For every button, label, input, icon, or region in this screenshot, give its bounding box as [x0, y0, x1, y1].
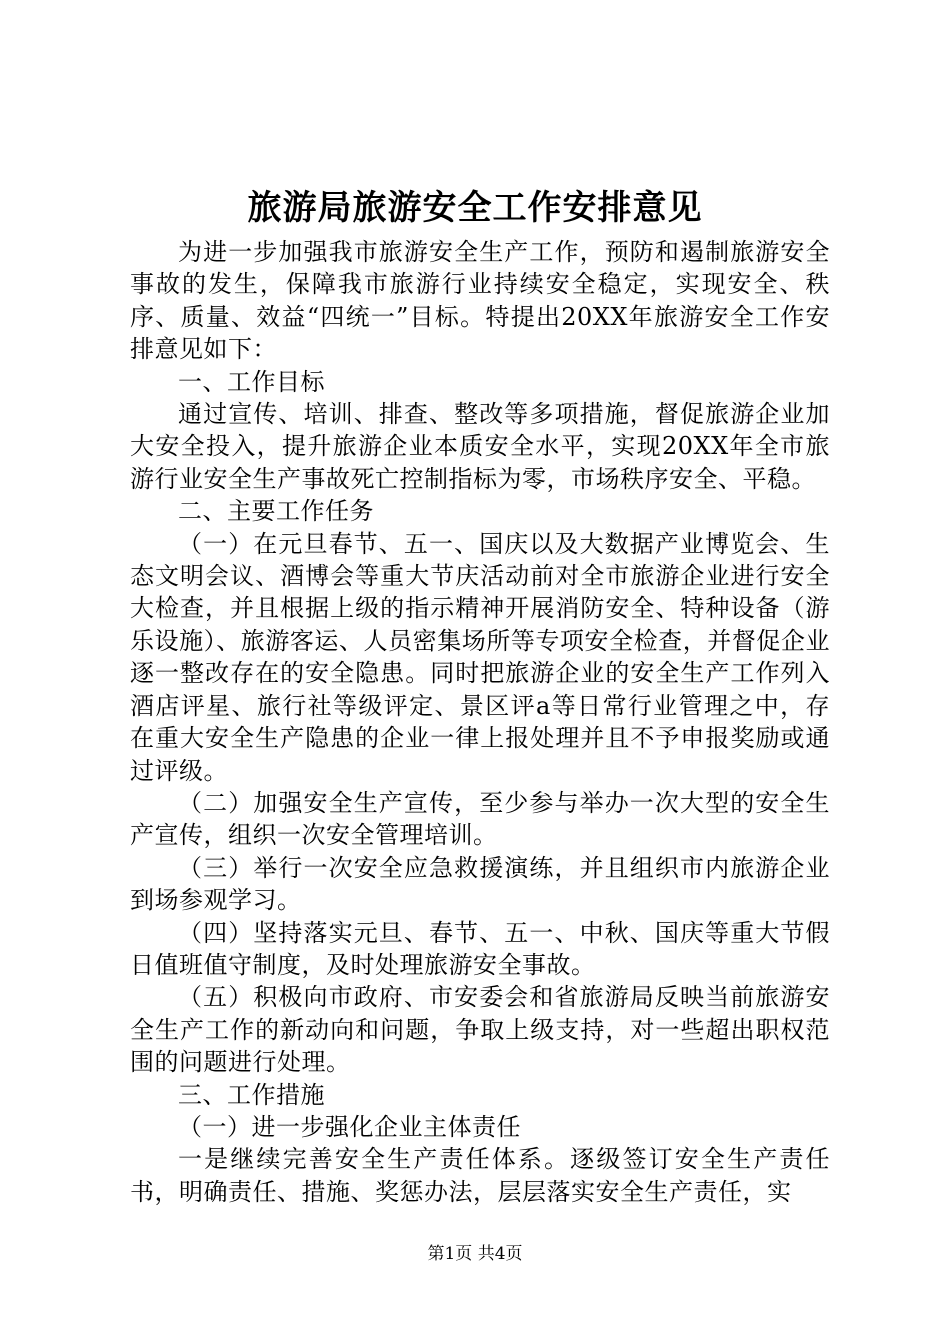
- paragraph-goals: 通过宣传、培训、排查、整改等多项措施，督促旅游企业加大安全投入，提升旅游企业本质安全水平，实现20XX年全市旅游行业安全生产事故死亡控制指标为零，市场秩序安全、平稳。: [130, 400, 830, 493]
- paragraph-task-5: （五）积极向市政府、市安委会和省旅游局反映当前旅游安全生产工作的新动向和问题，争取上级支持，对一些超出职权范围的问题进行处理。: [130, 983, 830, 1077]
- paragraph-measure-1: 一是继续完善安全生产责任体系。逐级签订安全生产责任书，明确责任、措施、奖惩办法，层层落实安全生产责任，实: [130, 1145, 830, 1206]
- paragraph-task-1: （一）在元旦春节、五一、国庆以及大数据产业博览会、生态文明会议、酒博会等重大节庆活动前对全市旅游企业进行安全大检查，并且根据上级的指示精神开展消防安全、特种设备（游乐设施）、旅游客运、人员密集场所等专项安全检查，并督促企业逐一整改存在的安全隐患。同时把旅游企业的安全生产工作列入酒店评星、旅行社等级评定、景区评a等日常行业管理之中，存在重大安全生产隐患的企业一律上报处理并且不予申报奖励或通过评级。: [130, 529, 830, 785]
- paragraph-task-3: （三）举行一次安全应急救援演练，并且组织市内旅游企业到场参观学习。: [130, 853, 830, 915]
- document-title: 旅游局旅游安全工作安排意见: [247, 188, 703, 228]
- section-heading-measures: 三、工作措施: [178, 1080, 325, 1109]
- section-heading-tasks: 二、主要工作任务: [178, 497, 374, 526]
- paragraph-task-2: （二）加强安全生产宣传，至少参与举办一次大型的安全生产宣传，组织一次安全管理培训。: [130, 788, 830, 850]
- paragraph-task-4: （四）坚持落实元旦、春节、五一、中秋、国庆等重大节假日值班值守制度，及时处理旅游安全事故。: [130, 918, 830, 979]
- document-body: [130, 236, 830, 1208]
- page-number-footer: 第1页 共4页: [427, 1244, 523, 1264]
- section-heading-goals: 一、工作目标: [178, 367, 325, 396]
- paragraph-intro: 为进一步加强我市旅游安全生产工作，预防和遏制旅游安全事故的发生，保障我市旅游行业持续安全稳定，实现安全、秩序、质量、效益“四统一”目标。特提出20XX年旅游安全工作安排意见如下：: [130, 238, 830, 364]
- subheading-measure-1: （一）进一步强化企业主体责任: [178, 1112, 521, 1141]
